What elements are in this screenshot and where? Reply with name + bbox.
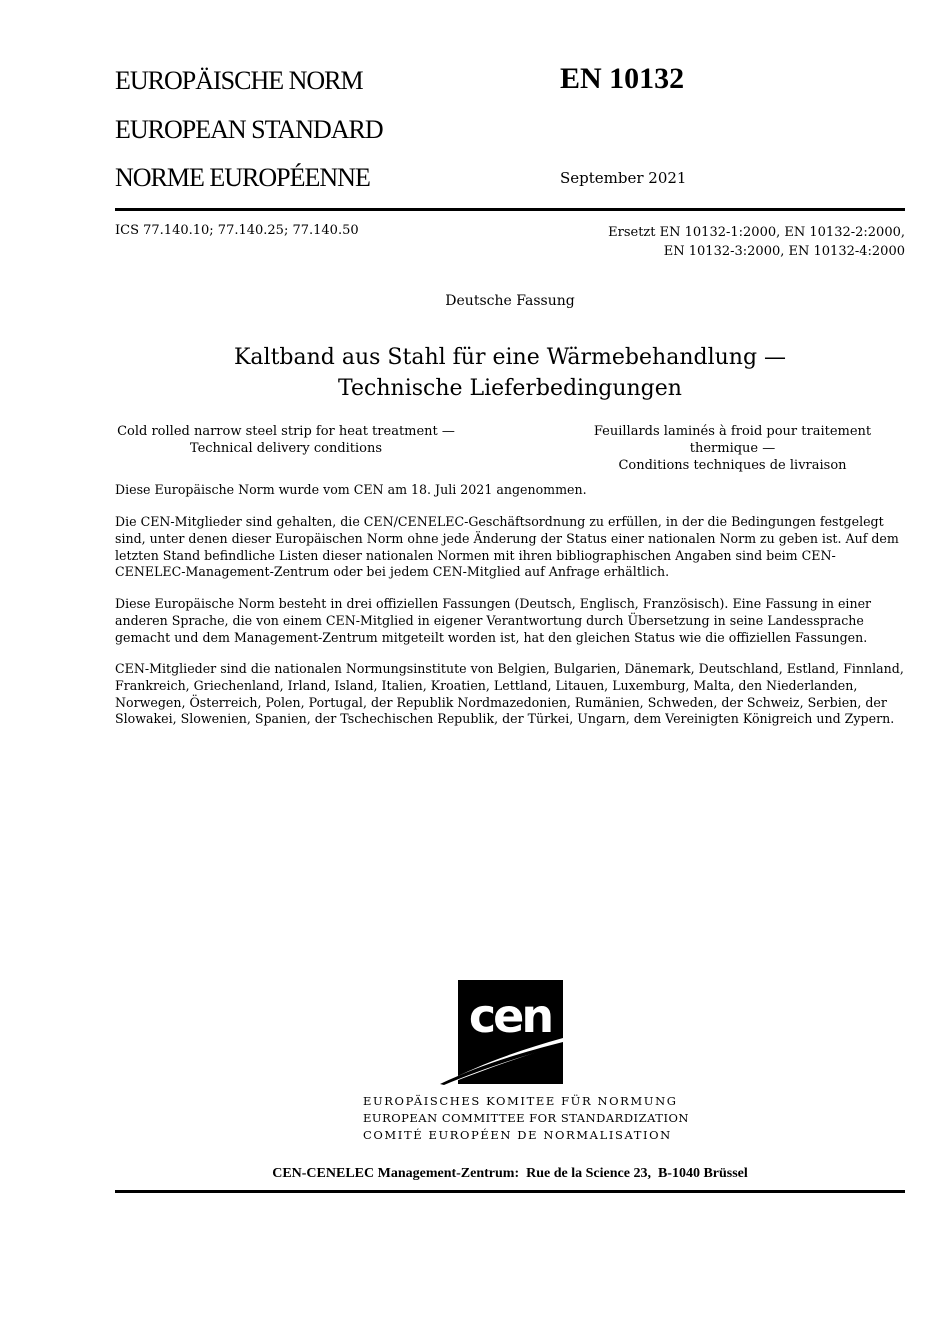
standard-number: EN 10132: [560, 62, 685, 95]
french-title-line-2: Conditions techniques de livraison: [618, 458, 847, 473]
english-title: [115, 423, 457, 457]
norm-title-de: EUROPÄISCHE NORM: [115, 66, 363, 95]
svg-text:cen: cen: [468, 989, 552, 1043]
committee-name-de: EUROPÄISCHES KOMITEE FÜR NORMUNG: [363, 1094, 678, 1108]
committee-name-en: EUROPEAN COMMITTEE FOR STANDARDIZATION: [363, 1111, 689, 1125]
norm-title-en: EUROPEAN STANDARD: [115, 115, 383, 144]
norm-title-fr: NORME EUROPÉENNE: [115, 163, 370, 192]
version-label: Deutsche Fassung: [445, 293, 575, 309]
adoption-paragraph: Diese Europäische Norm wurde vom CEN am 18. Juli 2021 angenommen.: [115, 482, 587, 497]
official-versions-paragraph: Diese Europäische Norm besteht in drei offiziellen Fassungen (Deutsch, Englisch, Französisch). Eine Fassung in einer anderen Sprache, die von einem CEN-Mitglied in eigener Verantwortung durch Übersetzung in seine Landessprache gemacht und dem Management-Zentrum mitgeteilt worden ist, hat den gleichen Status wie die offiziellen Fassungen.: [115, 596, 872, 645]
committee-name-fr: COMITÉ EUROPÉEN DE NORMALISATION: [363, 1128, 672, 1142]
replaces-line-2: EN 10132-3:2000, EN 10132-4:2000: [663, 244, 905, 259]
management-centre-address: CEN-CENELEC Management-Zentrum: Rue de la Science 23, B-1040 Brüssel: [272, 1166, 748, 1181]
cen-logo-icon: [440, 978, 565, 1086]
bottom-divider: [115, 1190, 905, 1193]
french-title: [560, 423, 905, 474]
members-obligation-paragraph: Die CEN-Mitglieder sind gehalten, die CEN/CENELEC-Geschäftsordnung zu erfüllen, in der die Bedingungen festgelegt sind, unter denen dieser Europäischen Norm ohne jede Änderung der Status einer nationalen Norm zu geben ist. Auf dem letzten Stand befindliche Listen dieser nationalen Normen mit ihren bibliographischen Angaben sind beim CEN-CENELEC-Management-Zentrum oder bei jedem CEN-Mitglied auf Anfrage erhältlich.: [115, 514, 899, 580]
replaces-line-1: Ersetzt EN 10132-1:2000, EN 10132-2:2000,: [608, 225, 905, 240]
document-title: [115, 342, 905, 404]
ics-codes: ICS 77.140.10; 77.140.25; 77.140.50: [115, 223, 359, 238]
document-title-line-1: Kaltband aus Stahl für eine Wärmebehandlung —: [233, 345, 787, 370]
english-title-line-2: Technical delivery conditions: [189, 441, 383, 456]
french-title-line-1: Feuillards laminés à froid pour traitement thermique —: [593, 424, 872, 456]
members-list-paragraph: CEN-Mitglieder sind die nationalen Normungsinstitute von Belgien, Bulgarien, Dänemark, Deutschland, Estland, Finnland, Frankreich, Griechenland, Irland, Island, Italien, Kroatien, Lettland, Litauen, Luxemburg, Malta, den Niederlanden, Norwegen, Österreich, Polen, Portugal, der Republik Nordmazedonien, Rumänien, Schweden, der Schweiz, Serbien, der Slowakei, Slowenien, Spanien, der Tschechischen Republik, der Türkei, Ungarn, dem Vereinigten Königreich und Zypern.: [115, 661, 904, 727]
top-divider: [115, 208, 905, 211]
replaces-note: [608, 223, 905, 261]
document-title-line-2: Technische Lieferbedingungen: [338, 376, 682, 401]
english-title-line-1: Cold rolled narrow steel strip for heat treatment —: [117, 424, 455, 439]
publication-date: September 2021: [560, 169, 687, 187]
